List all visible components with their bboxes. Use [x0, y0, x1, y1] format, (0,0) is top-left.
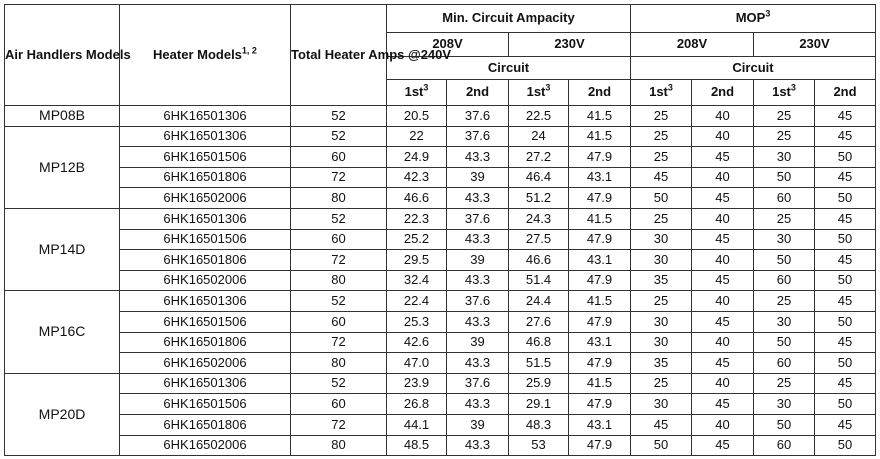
mop-208v-2nd-cell: 40 — [692, 373, 754, 394]
mop-208v-1st-cell: 50 — [631, 435, 692, 456]
header-mop-208v: 208V — [631, 33, 754, 57]
air-handler-model-cell: MP12B — [5, 126, 120, 208]
mca-230v-1st-cell: 46.8 — [509, 332, 569, 353]
mop-230v-1st-cell: 50 — [754, 414, 815, 435]
heater-model-cell: 6HK16501806 — [120, 332, 291, 353]
mop-208v-1st-cell: 30 — [631, 229, 692, 250]
heater-model-cell: 6HK16502006 — [120, 270, 291, 291]
total-amps-cell: 60 — [291, 147, 387, 168]
table-row — [5, 435, 876, 456]
mop-230v-2nd-cell: 50 — [815, 435, 876, 456]
air-handler-model-cell: MP14D — [5, 208, 120, 290]
header-circuit-second: 2nd — [569, 80, 631, 106]
mca-208v-1st-cell: 22.4 — [387, 291, 447, 312]
table-row — [5, 394, 876, 415]
header-mop — [631, 5, 876, 33]
mca-208v-1st-cell: 44.1 — [387, 414, 447, 435]
heater-model-cell: 6HK16501306 — [120, 291, 291, 312]
mca-208v-1st-cell: 23.9 — [387, 373, 447, 394]
heater-spec-table — [4, 4, 876, 456]
mca-230v-2nd-cell: 47.9 — [569, 229, 631, 250]
total-amps-cell: 60 — [291, 394, 387, 415]
mca-230v-2nd-cell: 47.9 — [569, 353, 631, 374]
header-circuit-first-text: 1st — [649, 84, 668, 100]
mca-230v-2nd-cell: 43.1 — [569, 332, 631, 353]
mca-230v-2nd-cell: 47.9 — [569, 435, 631, 456]
total-amps-cell: 52 — [291, 373, 387, 394]
table-row — [5, 208, 876, 229]
header-mca-circuit: Circuit — [387, 57, 631, 80]
heater-model-cell: 6HK16501306 — [120, 208, 291, 229]
mop-208v-2nd-cell: 40 — [692, 106, 754, 127]
table-row — [5, 229, 876, 250]
mop-230v-1st-cell: 60 — [754, 353, 815, 374]
mop-230v-2nd-cell: 50 — [815, 394, 876, 415]
table-row — [5, 373, 876, 394]
mca-230v-2nd-cell: 41.5 — [569, 208, 631, 229]
mop-208v-1st-cell: 30 — [631, 394, 692, 415]
table-body — [5, 106, 876, 456]
mca-208v-2nd-cell: 43.3 — [447, 311, 509, 332]
mop-208v-2nd-cell: 40 — [692, 126, 754, 147]
header-circuit-first — [631, 80, 692, 106]
mca-230v-1st-cell: 53 — [509, 435, 569, 456]
mop-208v-2nd-cell: 40 — [692, 208, 754, 229]
mop-208v-1st-cell: 25 — [631, 208, 692, 229]
mop-230v-2nd-cell: 45 — [815, 250, 876, 271]
heater-model-cell: 6HK16502006 — [120, 353, 291, 374]
mop-208v-2nd-cell: 40 — [692, 250, 754, 271]
mop-208v-2nd-cell: 45 — [692, 435, 754, 456]
mca-230v-2nd-cell: 47.9 — [569, 188, 631, 209]
mop-208v-1st-cell: 45 — [631, 414, 692, 435]
mca-230v-1st-cell: 24.3 — [509, 208, 569, 229]
mca-208v-1st-cell: 22 — [387, 126, 447, 147]
heater-model-cell: 6HK16502006 — [120, 188, 291, 209]
mca-230v-1st-cell: 51.2 — [509, 188, 569, 209]
header-air-handlers-models: Air Handlers Models — [5, 5, 120, 106]
mop-230v-2nd-cell: 45 — [815, 126, 876, 147]
mop-230v-1st-cell: 25 — [754, 208, 815, 229]
table-row — [5, 353, 876, 374]
mop-230v-1st-cell: 25 — [754, 373, 815, 394]
mop-230v-2nd-cell: 45 — [815, 332, 876, 353]
header-mop-circuit: Circuit — [631, 57, 876, 80]
mop-230v-1st-cell: 25 — [754, 106, 815, 127]
mca-230v-2nd-cell: 43.1 — [569, 167, 631, 188]
mca-208v-1st-cell: 26.8 — [387, 394, 447, 415]
mca-208v-1st-cell: 42.3 — [387, 167, 447, 188]
header-circuit-first — [509, 80, 569, 106]
mca-208v-2nd-cell: 43.3 — [447, 353, 509, 374]
total-amps-cell: 72 — [291, 167, 387, 188]
mop-208v-1st-cell: 25 — [631, 147, 692, 168]
header-circuit-first-text: 1st — [772, 84, 791, 100]
header-circuit-first-footnote: 3 — [423, 83, 429, 94]
mop-208v-2nd-cell: 45 — [692, 147, 754, 168]
mop-230v-1st-cell: 60 — [754, 270, 815, 291]
heater-model-cell: 6HK16501306 — [120, 106, 291, 127]
mca-230v-1st-cell: 25.9 — [509, 373, 569, 394]
table-row — [5, 250, 876, 271]
mca-208v-2nd-cell: 37.6 — [447, 106, 509, 127]
mop-230v-2nd-cell: 45 — [815, 373, 876, 394]
heater-model-cell: 6HK16501806 — [120, 250, 291, 271]
total-amps-cell: 52 — [291, 106, 387, 127]
mca-230v-2nd-cell: 47.9 — [569, 147, 631, 168]
mca-230v-2nd-cell: 41.5 — [569, 291, 631, 312]
mop-230v-1st-cell: 30 — [754, 311, 815, 332]
mop-230v-1st-cell: 50 — [754, 332, 815, 353]
mop-208v-2nd-cell: 40 — [692, 414, 754, 435]
mca-208v-2nd-cell: 43.3 — [447, 270, 509, 291]
mca-208v-2nd-cell: 37.6 — [447, 126, 509, 147]
mca-230v-1st-cell: 46.6 — [509, 250, 569, 271]
mca-208v-1st-cell: 22.3 — [387, 208, 447, 229]
total-amps-cell: 60 — [291, 311, 387, 332]
total-amps-cell: 72 — [291, 414, 387, 435]
air-handler-model-cell: MP20D — [5, 373, 120, 455]
header-circuit-first — [754, 80, 815, 106]
mop-230v-1st-cell: 60 — [754, 435, 815, 456]
mca-208v-1st-cell: 42.6 — [387, 332, 447, 353]
mop-208v-2nd-cell: 45 — [692, 229, 754, 250]
heater-model-cell: 6HK16502006 — [120, 435, 291, 456]
mop-230v-1st-cell: 50 — [754, 167, 815, 188]
mop-208v-1st-cell: 25 — [631, 106, 692, 127]
total-amps-cell: 80 — [291, 353, 387, 374]
heater-model-cell: 6HK16501506 — [120, 394, 291, 415]
header-min-circuit-ampacity: Min. Circuit Ampacity — [387, 5, 631, 33]
mca-230v-1st-cell: 27.2 — [509, 147, 569, 168]
mop-208v-2nd-cell: 45 — [692, 353, 754, 374]
mca-208v-1st-cell: 25.3 — [387, 311, 447, 332]
mop-230v-2nd-cell: 45 — [815, 291, 876, 312]
table-row — [5, 311, 876, 332]
mop-208v-2nd-cell: 40 — [692, 332, 754, 353]
mop-230v-2nd-cell: 45 — [815, 106, 876, 127]
mop-230v-2nd-cell: 50 — [815, 188, 876, 209]
mca-230v-2nd-cell: 41.5 — [569, 106, 631, 127]
header-circuit-first-footnote: 3 — [790, 83, 796, 94]
mca-230v-1st-cell: 51.4 — [509, 270, 569, 291]
total-amps-cell: 80 — [291, 435, 387, 456]
mca-208v-1st-cell: 29.5 — [387, 250, 447, 271]
mop-230v-1st-cell: 30 — [754, 147, 815, 168]
mca-208v-1st-cell: 25.2 — [387, 229, 447, 250]
table-row — [5, 106, 876, 127]
mca-208v-1st-cell: 32.4 — [387, 270, 447, 291]
total-amps-cell: 60 — [291, 229, 387, 250]
header-circuit-second: 2nd — [692, 80, 754, 106]
mca-208v-2nd-cell: 39 — [447, 250, 509, 271]
mca-230v-1st-cell: 24 — [509, 126, 569, 147]
header-circuit-first-text: 1st — [404, 84, 424, 100]
mca-208v-1st-cell: 20.5 — [387, 106, 447, 127]
table-row — [5, 188, 876, 209]
total-amps-cell: 52 — [291, 291, 387, 312]
heater-model-cell: 6HK16501806 — [120, 414, 291, 435]
mop-208v-2nd-cell: 45 — [692, 188, 754, 209]
mca-230v-2nd-cell: 47.9 — [569, 270, 631, 291]
heater-model-cell: 6HK16501506 — [120, 311, 291, 332]
mop-208v-1st-cell: 35 — [631, 270, 692, 291]
heater-model-cell: 6HK16501806 — [120, 167, 291, 188]
mop-230v-1st-cell: 25 — [754, 291, 815, 312]
mop-230v-2nd-cell: 50 — [815, 229, 876, 250]
table-row — [5, 414, 876, 435]
total-amps-cell: 72 — [291, 250, 387, 271]
mop-230v-1st-cell: 60 — [754, 188, 815, 209]
mca-230v-2nd-cell: 47.9 — [569, 311, 631, 332]
mop-208v-1st-cell: 25 — [631, 126, 692, 147]
mop-230v-1st-cell: 30 — [754, 229, 815, 250]
mop-208v-1st-cell: 30 — [631, 311, 692, 332]
mop-230v-1st-cell: 25 — [754, 126, 815, 147]
heater-model-cell: 6HK16501306 — [120, 373, 291, 394]
mca-208v-2nd-cell: 39 — [447, 332, 509, 353]
table-row — [5, 147, 876, 168]
mop-230v-2nd-cell: 50 — [815, 353, 876, 374]
header-circuit-first-footnote: 3 — [545, 83, 551, 94]
mop-230v-2nd-cell: 45 — [815, 167, 876, 188]
mca-208v-2nd-cell: 39 — [447, 167, 509, 188]
mop-208v-1st-cell: 45 — [631, 167, 692, 188]
header-circuit-second: 2nd — [815, 80, 876, 106]
header-heater-models — [120, 5, 291, 106]
total-amps-cell: 52 — [291, 208, 387, 229]
total-amps-cell: 72 — [291, 332, 387, 353]
table-row — [5, 291, 876, 312]
mop-208v-1st-cell: 25 — [631, 291, 692, 312]
mop-208v-1st-cell: 30 — [631, 332, 692, 353]
header-mca-230v: 230V — [509, 33, 631, 57]
header-mop-footnote: 3 — [765, 9, 771, 20]
mca-208v-2nd-cell: 43.3 — [447, 147, 509, 168]
header-mop-230v: 230V — [754, 33, 876, 57]
mop-208v-1st-cell: 30 — [631, 250, 692, 271]
mop-208v-1st-cell: 50 — [631, 188, 692, 209]
header-heater-models-text: Heater Models — [153, 46, 242, 62]
mop-208v-2nd-cell: 40 — [692, 167, 754, 188]
mca-230v-2nd-cell: 41.5 — [569, 126, 631, 147]
mca-230v-1st-cell: 46.4 — [509, 167, 569, 188]
mop-208v-2nd-cell: 45 — [692, 394, 754, 415]
header-circuit-first-text: 1st — [526, 84, 546, 100]
header-heater-models-footnote: 1, 2 — [241, 45, 257, 56]
header-mop-text: MOP — [735, 10, 766, 26]
table-row — [5, 167, 876, 188]
mca-208v-2nd-cell: 39 — [447, 414, 509, 435]
table-row — [5, 270, 876, 291]
table-row — [5, 126, 876, 147]
mop-208v-1st-cell: 25 — [631, 373, 692, 394]
header-circuit-second: 2nd — [447, 80, 509, 106]
total-amps-cell: 80 — [291, 188, 387, 209]
mca-230v-1st-cell: 27.6 — [509, 311, 569, 332]
mca-208v-1st-cell: 46.6 — [387, 188, 447, 209]
mca-230v-1st-cell: 48.3 — [509, 414, 569, 435]
mca-208v-2nd-cell: 37.6 — [447, 208, 509, 229]
mca-208v-2nd-cell: 43.3 — [447, 394, 509, 415]
header-mca-208v: 208V — [387, 33, 509, 57]
mca-230v-1st-cell: 51.5 — [509, 353, 569, 374]
total-amps-cell: 80 — [291, 270, 387, 291]
heater-model-cell: 6HK16501506 — [120, 147, 291, 168]
table-row — [5, 332, 876, 353]
mca-208v-2nd-cell: 43.3 — [447, 229, 509, 250]
mop-230v-2nd-cell: 50 — [815, 270, 876, 291]
mca-208v-1st-cell: 47.0 — [387, 353, 447, 374]
mca-230v-1st-cell: 27.5 — [509, 229, 569, 250]
mop-230v-2nd-cell: 45 — [815, 414, 876, 435]
mop-208v-1st-cell: 35 — [631, 353, 692, 374]
heater-model-cell: 6HK16501306 — [120, 126, 291, 147]
header-circuit-first-footnote: 3 — [667, 83, 673, 94]
air-handler-model-cell: MP16C — [5, 291, 120, 373]
spec-table-container — [4, 4, 876, 456]
mca-230v-2nd-cell: 43.1 — [569, 250, 631, 271]
mop-230v-1st-cell: 30 — [754, 394, 815, 415]
mca-208v-2nd-cell: 37.6 — [447, 373, 509, 394]
mca-208v-2nd-cell: 37.6 — [447, 291, 509, 312]
mop-230v-2nd-cell: 45 — [815, 208, 876, 229]
mca-230v-2nd-cell: 47.9 — [569, 394, 631, 415]
total-amps-cell: 52 — [291, 126, 387, 147]
mop-230v-2nd-cell: 50 — [815, 311, 876, 332]
header-circuit-first — [387, 80, 447, 106]
mca-230v-2nd-cell: 41.5 — [569, 373, 631, 394]
air-handler-model-cell: MP08B — [5, 106, 120, 127]
mca-230v-2nd-cell: 43.1 — [569, 414, 631, 435]
mca-208v-1st-cell: 24.9 — [387, 147, 447, 168]
mop-208v-2nd-cell: 45 — [692, 311, 754, 332]
mop-230v-2nd-cell: 50 — [815, 147, 876, 168]
mca-208v-2nd-cell: 43.3 — [447, 435, 509, 456]
mca-208v-1st-cell: 48.5 — [387, 435, 447, 456]
header-total-heater-amps: Total Heater Amps @240V — [291, 5, 387, 106]
mca-230v-1st-cell: 29.1 — [509, 394, 569, 415]
mca-230v-1st-cell: 22.5 — [509, 106, 569, 127]
mca-230v-1st-cell: 24.4 — [509, 291, 569, 312]
mop-230v-1st-cell: 50 — [754, 250, 815, 271]
heater-model-cell: 6HK16501506 — [120, 229, 291, 250]
mop-208v-2nd-cell: 45 — [692, 270, 754, 291]
mca-208v-2nd-cell: 43.3 — [447, 188, 509, 209]
mop-208v-2nd-cell: 40 — [692, 291, 754, 312]
